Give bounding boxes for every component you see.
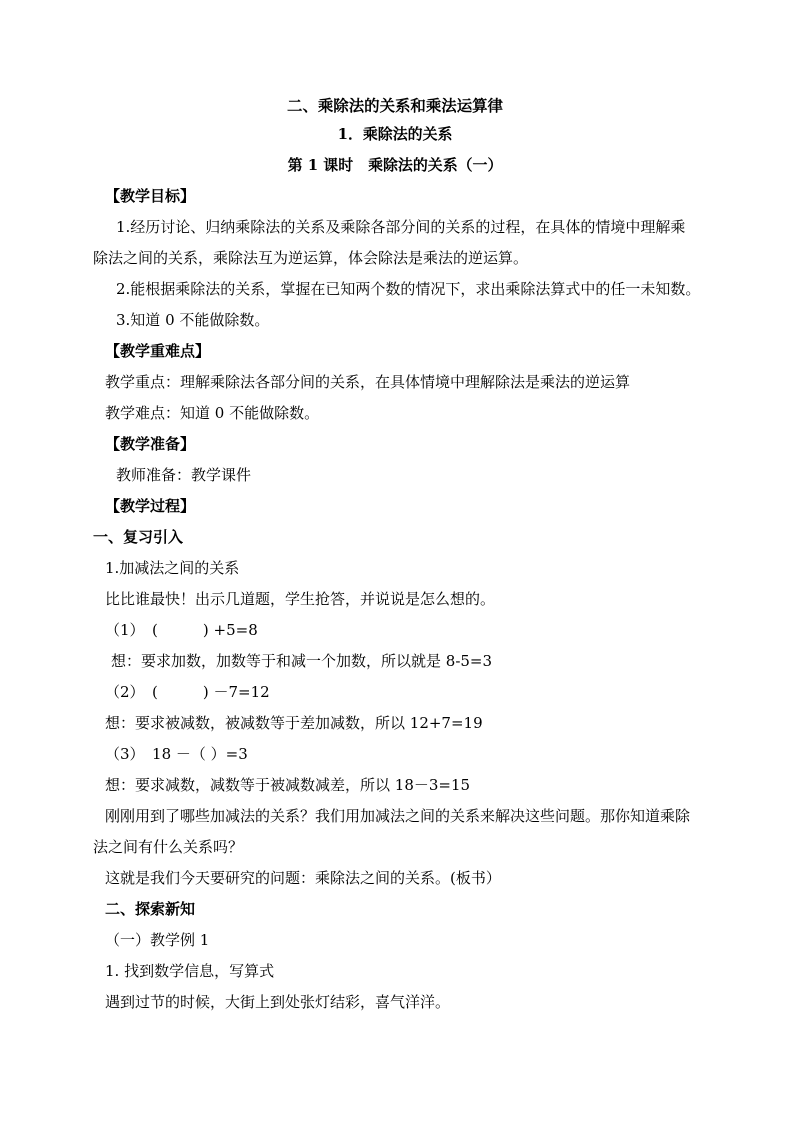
goal-1-line-1: 1.经历讨论、归纳乘除法的关系及乘除各部分间的关系的过程，在具体的情境中理解乘	[116, 218, 686, 236]
document-subtitle: 1．乘除法的关系	[337, 125, 453, 143]
goal-1-line-2: 除法之间的关系，乘除法互为逆运算，体会除法是乘法的逆运算。	[93, 249, 529, 267]
question-3: （3） 18 －（ ）=3	[105, 745, 248, 763]
key-point: 教学重点：理解乘除法各部分间的关系，在具体情境中理解除法是乘法的逆运算	[105, 373, 631, 391]
lesson-title: 第 1 课时 乘除法的关系（一）	[287, 156, 503, 174]
section-review: 一、复习引入	[93, 528, 184, 546]
preparation-text: 教师准备：教学课件	[116, 466, 252, 484]
section-explore: 二、探索新知	[105, 900, 196, 918]
review-intro: 比比谁最快！出示几道题，学生抢答，并说说是怎么想的。	[105, 590, 496, 608]
goal-3: 3.知道 0 不能做除数。	[116, 311, 270, 329]
topic-line: 这就是我们今天要研究的问题：乘除法之间的关系。(板书）	[105, 869, 501, 887]
question-2-thinking: 想：要求被减数，被减数等于差加减数，所以 12+7=19	[105, 714, 483, 732]
question-1-thinking: 想：要求加数，加数等于和减一个加数，所以就是 8-5=3	[111, 652, 493, 670]
goal-2: 2.能根据乘除法的关系，掌握在已知两个数的情况下，求出乘除法算式中的任一未知数。	[116, 280, 701, 298]
key-difficult-heading: 【教学重难点】	[105, 342, 211, 360]
question-1: （1） ( ) +5=8	[105, 621, 258, 639]
step-1: 1. 找到数学信息，写算式	[105, 962, 275, 980]
document-title: 二、乘除法的关系和乘法运算律	[287, 96, 503, 115]
review-item-1: 1.加减法之间的关系	[105, 559, 240, 577]
example-1: （一）教学例 1	[105, 931, 210, 949]
difficult-point: 教学难点：知道 0 不能做除数。	[105, 404, 320, 422]
question-3-thinking: 想：要求减数，减数等于被减数减差，所以 18－3=15	[105, 776, 471, 794]
question-line-1: 刚刚用到了哪些加减法的关系？我们用加减法之间的关系来解决这些问题。那你知道乘除	[105, 807, 691, 825]
goals-heading: 【教学目标】	[105, 187, 196, 205]
scene-text: 遇到过节的时候，大街上到处张灯结彩，喜气洋洋。	[105, 993, 451, 1011]
process-heading: 【教学过程】	[105, 497, 196, 515]
preparation-heading: 【教学准备】	[105, 435, 196, 453]
question-2: （2） ( ) －7=12	[105, 683, 270, 701]
question-line-2: 法之间有什么关系吗？	[93, 838, 244, 856]
